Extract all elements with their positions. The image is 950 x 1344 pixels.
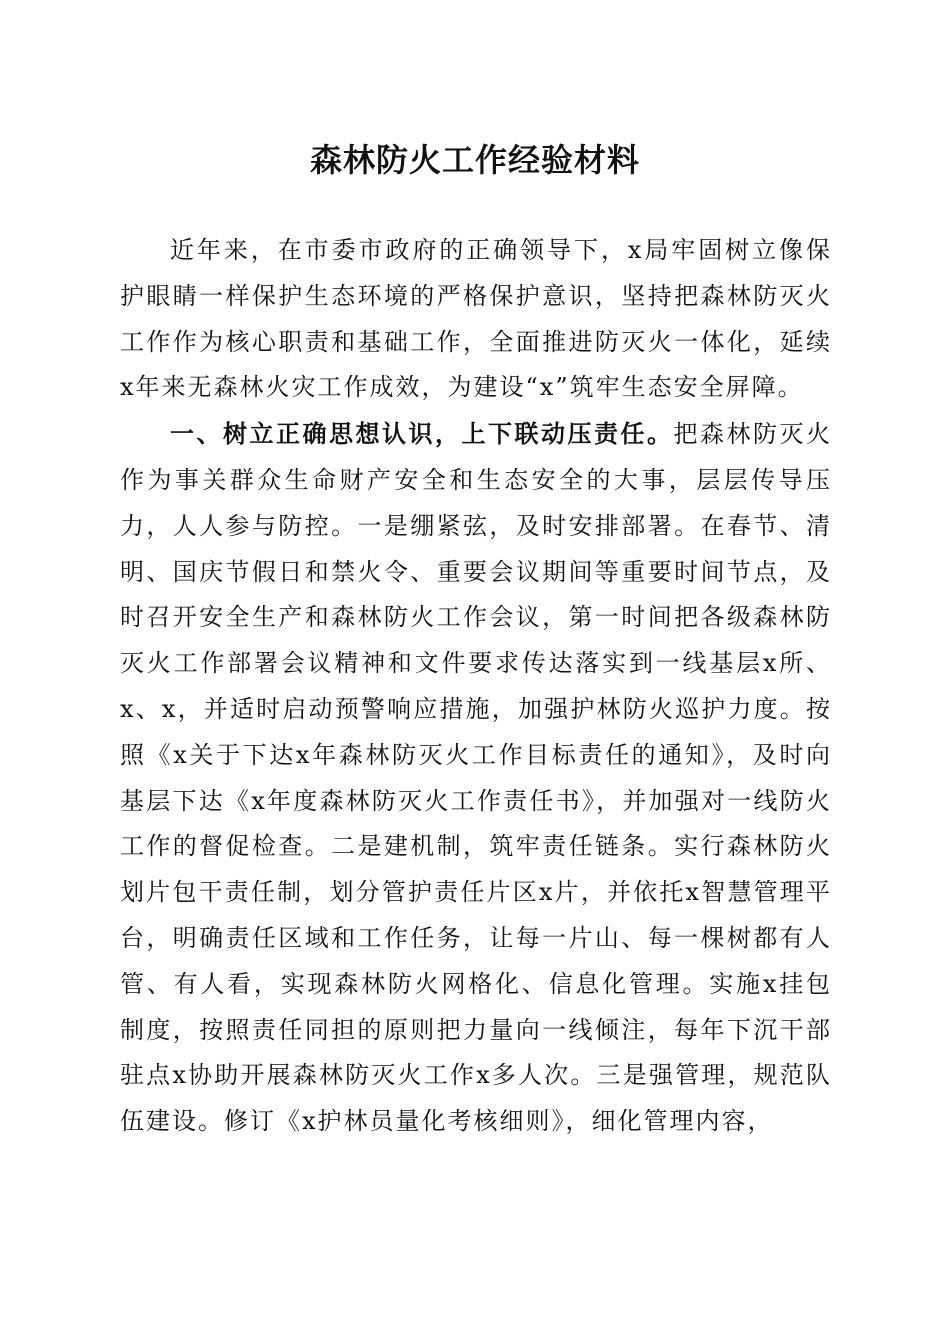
document-body bbox=[120, 228, 832, 1145]
document-title: 森林防火工作经验材料 bbox=[309, 141, 640, 179]
section-1-body: 把森林防灭火作为事关群众生命财产安全和生态安全的大事，层层传导压力，人人参与防控。一是绷紧弦，及时安排部署。在春节、清明、国庆节假日和禁火令、重要会议期间等重要时间节点，及时召开安全生产和森林防火工作会议，第一时间把各级森林防灭火工作部署会议精神和文件要求传达落实到一线基层x所、x、x，并适时启动预警响应措施，加强护林防火巡护力度。按照《x关于下达x年森林防灭火工作目标责任的通知》，及时向基层下达《x年度森林防灭火工作责任书》，并加强对一线防火工作的督促检查。二是建机制，筑牢责任链条。实行森林防火划片包干责任制，划分管护责任片区x片，并依托x智慧管理平台，明确责任区域和工作任务，让每一片山、每一棵树都有人管、有人看，实现森林防火网格化、信息化管理。实施x挂包制度，按照责任同担的原则把力量向一线倾注，每年下沉干部驻点x协助开展森林防灭火工作x多人次。三是强管理，规范队伍建设。修订《x护林员量化考核细则》，细化管理内容， bbox=[120, 420, 832, 1136]
section-1-paragraph bbox=[120, 411, 832, 1145]
section-1-heading: 一、树立正确思想认识，上下联动压责任。 bbox=[170, 419, 674, 449]
intro-paragraph: 近年来，在市委市政府的正确领导下，x局牢固树立像保护眼睛一样保护生态环境的严格保护意识，坚持把森林防灭火工作作为核心职责和基础工作，全面推进防灭火一体化，延续x年来无森林火灾工作成效，为建设“x”筑牢生态安全屏障。 bbox=[120, 236, 832, 402]
